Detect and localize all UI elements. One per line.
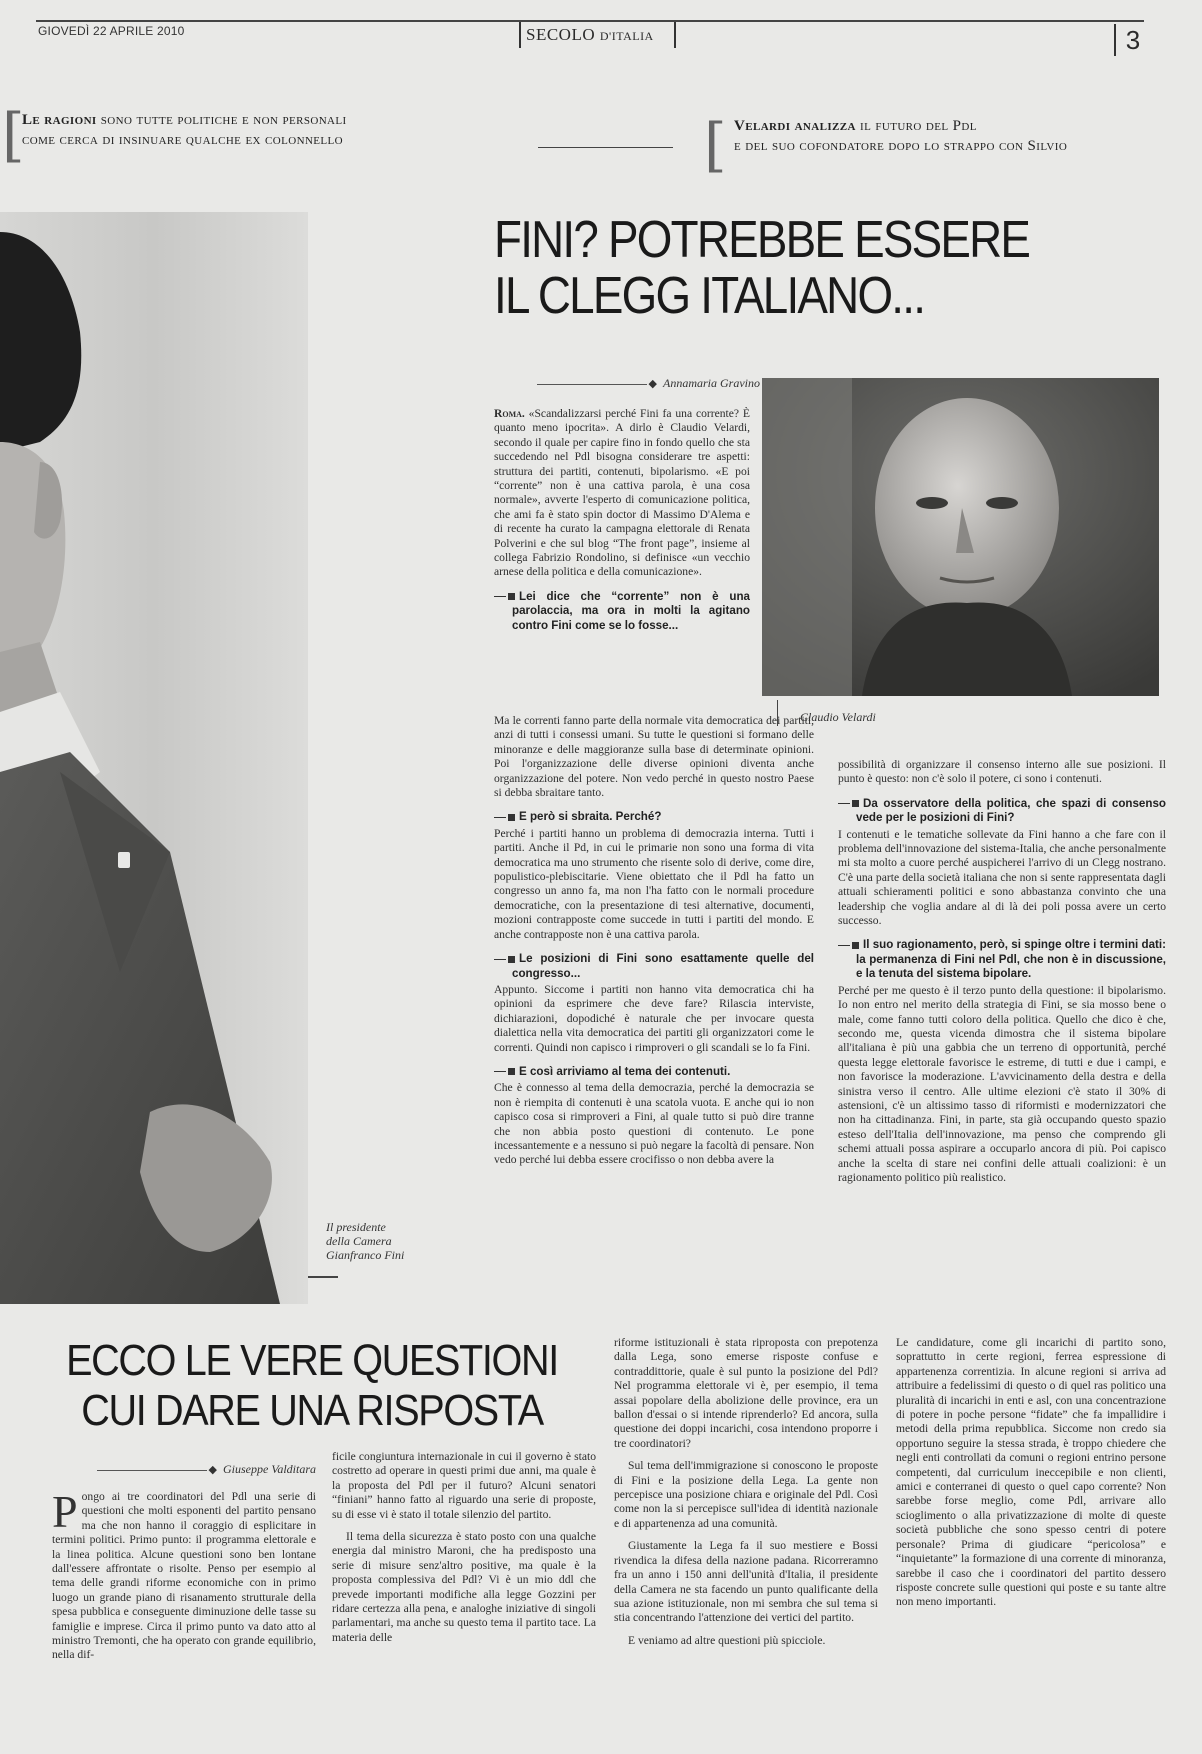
kicker-right-lead: Velardi analizza (734, 118, 856, 134)
byline-rule (97, 1470, 207, 1471)
kicker-right (734, 116, 1174, 156)
headline-line: ECCO LE VERE QUESTIONI (66, 1336, 558, 1385)
article1-intro (494, 407, 750, 635)
caption-rule (308, 1276, 338, 1278)
article1-column-b (494, 714, 814, 1176)
velardi-portrait-photo (762, 378, 1159, 696)
author-name: Annamaria Gravino (663, 376, 760, 390)
caption-line: della Camera (326, 1234, 392, 1248)
answer-text: Perché per me questo è il terzo punto della questione: il bipolarismo. Io non entro nel merito della strategia di Fini, se sia mosso bene o male, come fanno tutti coloro della politica. Quello che dico è che, secondo me, questa vicenda dimostra che il sistema bipolare all'italiana è più una gabbia che un terreno di opportunità, perché questa legge elettorale favorisce le estreme, di tutti e due i campi, e non favorisce la moderazione. L'avvicinamento della destra e della sinistra verso il centro. Alle ultime elezioni c'è stato il 30% di astensioni, c'è un altissimo tasso di riformisti e modernizzatori che non ha cittadinanza. Fini, in parte, sta già occupando questo spazio esteso dell'Italia dell'innovazione, ma penso che comprendo gli schemi attuali possa aspirare a occuparlo ancora di più. Poi capisco anche la scelta di stare nei confini delle attuali coalizioni: è un ragionamento politico più realistico. (838, 983, 1166, 1184)
article2-column-2 (332, 1450, 596, 1653)
kicker-left (22, 110, 492, 150)
masthead-divider (519, 22, 521, 48)
question-text: E però si sbraita. Perché? (519, 810, 662, 824)
question-text: Da osservatore della politica, che spazi di consenso vede per le posizioni di Fini? (856, 796, 1166, 825)
masthead-divider (674, 22, 676, 48)
article2-column-3 (614, 1336, 878, 1656)
caption-line: Gianfranco Fini (326, 1248, 405, 1262)
right-photo-caption: Claudio Velardi (800, 710, 876, 724)
intro-text: «Scandalizzarsi perché Fini fa una corrente? È quanto meno ipocrita». A dirlo è Claudio Velardi, secondo il quale per capire fino in fondo quello che sta succedendo nel Pdl bisogna considerare tre aspetti: struttura dei partiti, contenuti, bipolarismo. «E poi “corrente” non è una cattiva parola, è una cosa normale», avverte l'esperto di comunicazione politica, che ami fa è stato spin doctor di Massimo D'Alema e di recente ha curato la campagna elettorale di Renata Polverini e che sul blog “The front page”, insieme al collega Fabrizio Rondolino, si definisce «un vecchio arnese della politica e della comunicazione». (494, 407, 750, 579)
article1-headline (494, 212, 1128, 324)
velardi-portrait-illustration (762, 378, 1159, 696)
author-name: Giuseppe Valditara (223, 1462, 316, 1476)
body-text: E veniamo ad altre questioni più spicciole. (628, 1633, 826, 1647)
question-text: Le posizioni di Fini sono esattamente quelle del congresso... (512, 952, 814, 980)
headline-line: FINI? POTREBBE ESSERE (494, 211, 1030, 269)
answer-text: Ma le correnti fanno parte della normale vita democratica dei partiti, anzi di tutti i consessi umani. Su tutte le questioni si formano delle minoranze e delle maggioranze sulla base di determinate opinioni. Poi l'organizzazione delle diverse opinioni diventa anche organizzazione del potere. Non vedo perché in questo nostro Paese si debba sbraitare tanto. (494, 714, 814, 800)
question-text: Il suo ragionamento, però, si spinge oltre i termini dati: la permanenza di Fini nel Pdl, che non è in discussione, e la tenuta del sistema bipolare. (856, 938, 1166, 981)
body-text: Il tema della sicurezza è stato posto con una qualche energia dal ministro Maroni, che ha predisposto una serie di misure senz'altro positive, ma quale è la proposta complessiva del Pdl? Vi è un mio ddl che prevede importanti modifiche alla legge Gozzini per ridare certezza alla pena, e analoghe iniziative di singoli parlamentari, ma anche su questo tema il partito tace. La materia delle (332, 1530, 596, 1644)
kicker-left-line2: come cerca di insinuare qualche ex colonnello (22, 132, 343, 148)
paper-suffix: D'ITALIA (599, 29, 654, 43)
body-text: Giustamente la Lega fa il suo mestiere e Bossi rivendica la difesa della nazione padana. Ricorreramno fra un anno i 150 anni dell'unità d'Italia, il presidente della Camera ne sta facendo un punto qualificante della sua azione istituzionale, non mi sembra che sul tema si stia concentrando l'attenzione dei vertici del partito. (614, 1539, 878, 1625)
article1-byline (490, 376, 760, 391)
body-text: Sul tema dell'immigrazione si conoscono le proposte di Fini e la posizione della Lega. La gente non percepisce una posizione chiara e originale del Pdl. Così come non la si percepisce sull'idea di identità nazionale e di appartenenza ad una comunità. (614, 1459, 878, 1530)
body-text: ficile congiuntura internazionale in cui il governo è stato costretto ad operare in questi primi due anni, ma quale è la proposta del Pdl per il futuro? Alcuni senatori “finiani” hanno fatto al riguardo una serie di proposte, su di esse vi è stato il totale silenzio del partito. (332, 1450, 596, 1521)
fini-portrait-illustration (0, 212, 308, 1304)
kicker-bracket: [ (2, 101, 25, 169)
byline-rule (537, 384, 647, 385)
question-text: Lei dice che “corrente” non è una parolaccia, ma ora in molti la agitano contro Fini come se lo fosse... (512, 589, 750, 632)
masthead-rule (36, 20, 1144, 22)
question-text: E così arriviamo al tema dei contenuti. (519, 1064, 731, 1078)
dateline: Roma. (494, 407, 525, 420)
question (856, 938, 1166, 981)
page-number: 3 (1114, 24, 1150, 56)
question (512, 952, 814, 981)
left-photo-caption (326, 1220, 436, 1262)
article2-column-4 (896, 1336, 1166, 1618)
answer-text: I contenuti e le tematiche sollevate da Fini hanno a che fare con il problema dell'innovazione del sistema-Italia, che anche personalmente mi sta molto a cuore perché auspicherei l'arrivo di un Clegg nostrano. C'è una parte della società italiana che non si sente rappresentata dagli attuali schieramenti politici e sono abbastanza convinto che una leadership che voglia andare al di là dei poli possa avere un certo successo. (838, 827, 1166, 928)
question (512, 590, 750, 633)
masthead-title (526, 25, 654, 45)
body-text: Le candidature, come gli incarichi di partito sono, soprattutto in certe regioni, ferrea espressione di appartenenza correntizia. In alcune regioni si arriva ad attribuire a fedelissimi di questo o di quel ras politico una pluralità di incarichi in enti e asl, con una concentrazione di potere in poche persone “fidate” che fa impallidire i metodi della prima repubblica. Siccome non credo sia opportuno seguire la stessa strada, è troppo chiedere che negli enti controllati da comuni o regioni entrino persone competenti, dal curriculum ineccepibile e non clienti, amici e conterranei di questo o quel capo corrente? Non sarebbe forse meglio, come Pdl, arrivare allo scioglimento o alla privatizzazione di molte di queste società pubbliche che sono spesso centri di potere personale? Prima di giudicare “pericolosa” e “inquietante” la formazione di una corrente di minoranza, sarebbe il caso che i coordinatori del partito dessero risposte concrete sulle questioni qui poste e su tante altre non meno importanti. (896, 1336, 1166, 1609)
kicker-left-lead: Le ragioni (22, 112, 97, 128)
answer-text: possibilità di organizzare il consenso interno alle sue posizioni. Il punto è questo: non c'è solo il potere, ci sono i contenuti. (838, 758, 1166, 786)
article2-byline (52, 1462, 316, 1477)
dropcap: P (52, 1486, 78, 1537)
diamond-icon: ◆ (208, 1464, 217, 1476)
headline-line: CUI DARE UNA RISPOSTA (81, 1386, 543, 1435)
question (512, 810, 814, 824)
paper-name: SECOLO (526, 25, 596, 44)
body-text: ongo ai tre coordinatori del Pdl una serie di questioni che molti esponenti del partito pensano ma che non hanno il coraggio di esplicitare in termini politici. Primo punto: il programma elettorale e la linea politica. Alcune questioni sono ben lontane dall'essere affrontate o risolte. Penso per esempio al tema delle grandi riforme economiche con in primo luogo un grande piano di risanamento strutturale della spesa pubblica e conseguente diminuzione delle tasse su famiglie e imprese. Circa il primo punto va dato atto al ministro Tremonti, che ha operato con grande equilibrio, nella dif- (52, 1490, 316, 1662)
fini-portrait-photo (0, 212, 308, 1304)
kicker-separator (538, 147, 673, 148)
answer-text: Appunto. Siccome i partiti non hanno vita democratica chi ha opinioni da esprimere che deve fare? Rilascia interviste, dichiarazioni, dopodiché è naturale che per invocare questa dialettica nella vita democratica dei partiti gli organizzatori come le correnti. Quindi non capisco i rimproveri o gli scandali se lo fa Fini. (494, 982, 814, 1054)
question (512, 1065, 814, 1079)
caption-line: Il presidente (326, 1220, 386, 1234)
headline-line: IL CLEGG ITALIANO... (494, 267, 925, 325)
kicker-left-line1: sono tutte politiche e non personali (100, 112, 347, 128)
issue-date: GIOVEDÌ 22 APRILE 2010 (38, 24, 185, 38)
article2-headline (51, 1336, 573, 1436)
article1-column-c (838, 758, 1166, 1193)
kicker-right-line1: il futuro del Pdl (860, 118, 977, 134)
answer-text: Perché i partiti hanno un problema di democrazia interna. Tutti i partiti. Anche il Pd, in cui le primarie non sono una forma di vita democratica ma uno strumento che risente solo di derive, come dire, populistico-plebiscitarie. Viene obiettato che il Pdl ha fatto un congresso un anno fa, ma non l'ha fatto con le normali procedure democratiche, con la presentazione di tesi alternative, documenti, mozioni contrapposte come succede in tutti i partiti del mondo. E anche contrapposte non è una cattiva parola. (494, 826, 814, 941)
body-text: riforme istituzionali è stata riproposta con prepotenza dalla Lega, sono emerse risposte confuse e contraddittorie, quale è sul punto la posizione del Pdl? Nel programma elettorale vi è, per esempio, il tema assai popolare della abolizione delle province, era un ballon d'essai o si intende riprenderlo? Ed ancora, sulla questione dei doppi incarichi, cosa intendono proporre i tre coordinatori? (614, 1336, 878, 1450)
answer-text: Che è connesso al tema della democrazia, perché la democrazia se non è riempita di contenuti è una scatola vuota. E anche qui io non capisco cosa si rimproveri a Fini, al quale tutto si può dire tranne che non abbia posto questioni di contenuto. Le pone incessantemente e a nessuno si può negare la facoltà di pensare. Non vedo perché lui debba essere crocifisso o non debba avere la (494, 1081, 814, 1167)
article2-column-1 (52, 1486, 316, 1671)
kicker-right-line2: e del suo cofondatore dopo lo strappo con Silvio (734, 138, 1068, 154)
kicker-bracket: [ (704, 111, 727, 179)
question (856, 797, 1166, 826)
diamond-icon: ◆ (648, 378, 657, 390)
